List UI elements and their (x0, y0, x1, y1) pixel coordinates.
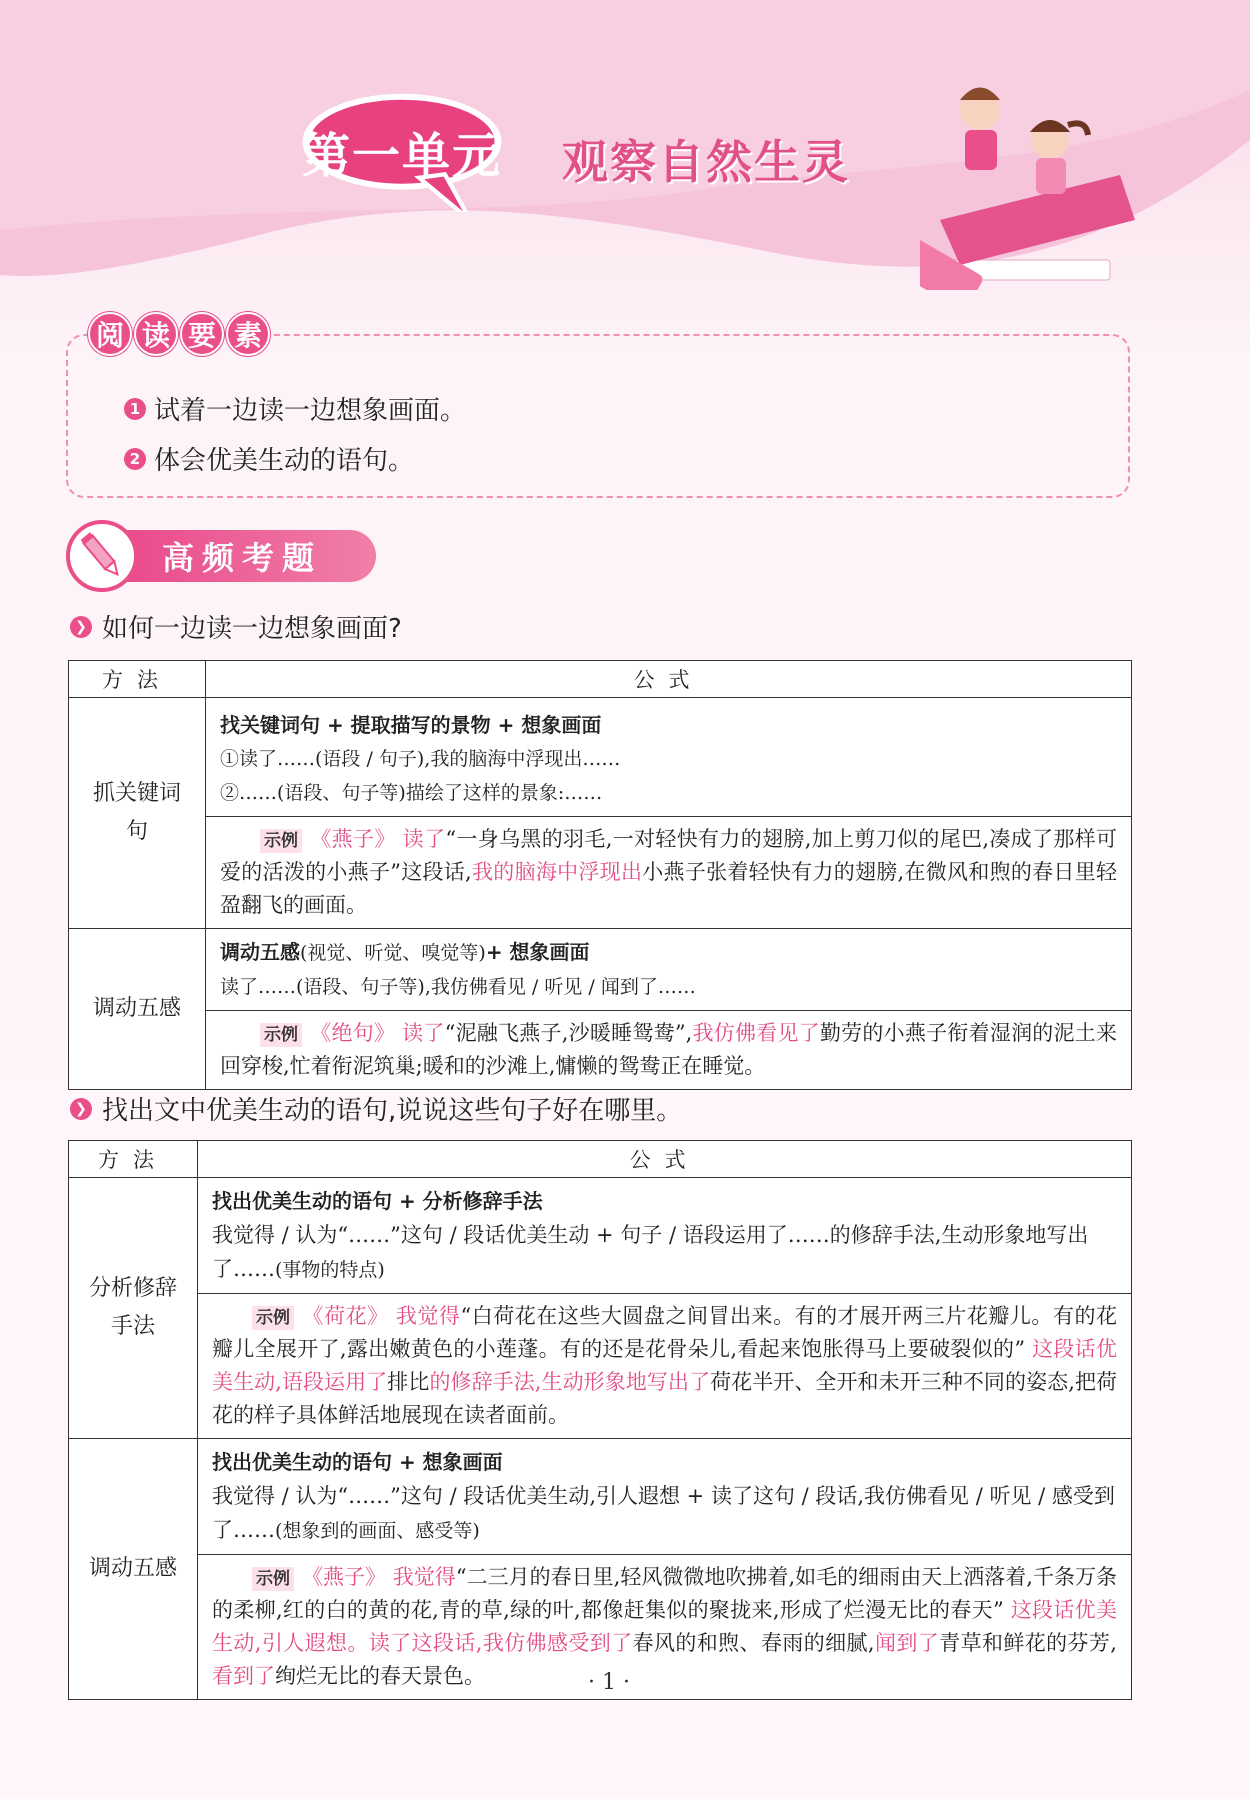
text: 春风的和煦、春雨的细腻, (632, 1631, 875, 1655)
hint-phrase: 我觉得 (392, 1565, 456, 1589)
table-row (69, 1294, 1132, 1439)
formula-header: 公式 (206, 661, 1132, 698)
number-badge: 2 (124, 448, 146, 470)
reading-item (124, 440, 414, 477)
hint-phrase: 我仿佛看见了 (692, 1021, 820, 1045)
section-title: 高频考题 (162, 539, 323, 577)
example-tag: 示例 (252, 1306, 294, 1330)
title-char: 素 (226, 312, 270, 356)
formula-line: 我觉得 / 认为“……”这句 / 段话优美生动,引人遐想 + 读了这句 / 段话,我仿佛看见 / 听见 / 感受到了…… (212, 1484, 1115, 1542)
hint-phrase: 生动形象地写出了 (541, 1370, 711, 1394)
book-title: 《燕子》 (310, 827, 396, 851)
formula-cell (206, 929, 1132, 1011)
reading-elements-title (88, 312, 270, 356)
formula-table-1 (68, 660, 1132, 1090)
quote: “二三月的春日里,轻风微微地吹拂着,如毛的细雨由天上洒落着,千条万条的柔柳,红的白的黄的花,青的草,绿的叶,都像赶集似的聚拢来,形成了烂漫无比的春天” (212, 1565, 1118, 1622)
chevron-right-icon: ❯ (70, 1098, 92, 1120)
question-2 (70, 1090, 682, 1127)
table-row (69, 929, 1132, 1011)
question-1 (70, 608, 402, 645)
text: 绚烂无比的春天景色。 (275, 1664, 485, 1688)
hint-phrase: 这段话优美生动,引人遐想。 (212, 1598, 1117, 1655)
formula-paren: (想象到的画面、感受等) (275, 1520, 480, 1542)
question-text: 找出文中优美生动的语句,说说这些句子好在哪里。 (102, 1096, 683, 1126)
quote: “一身乌黑的羽毛,一对轻快有力的翅膀,加上剪刀似的尾巴,凑成了那样可爱的活泼的小燕子” (220, 827, 1118, 884)
formula-title: 找出优美生动的语句 + 想象画面 (212, 1450, 503, 1474)
formula-line: 读了……(语段、句子等),我仿佛看见 / 听见 / 闻到了…… (220, 976, 696, 998)
formula-line: ②……(语段、句子等)描绘了这样的景象:…… (220, 782, 603, 804)
example-tag: 示例 (260, 829, 302, 853)
table-row (69, 698, 1132, 817)
example-cell (198, 1555, 1132, 1700)
table-row (69, 1439, 1132, 1555)
text: 青草和鲜花的芬芳, (939, 1631, 1117, 1655)
page-number: · 1 · (588, 1670, 630, 1695)
hint-phrase: 我觉得 (395, 1304, 461, 1328)
table-header-row (69, 1141, 1132, 1178)
kids-illustration (920, 70, 1160, 290)
text: 荷花半开、全开和未开三种不同的姿态,把荷花的样子具体鲜活地展现在读者面前。 (212, 1370, 1118, 1427)
method-cell: 调动五感 (69, 929, 206, 1090)
formula-header: 公式 (198, 1141, 1132, 1178)
unit-title: 观察自然生灵 (562, 135, 850, 189)
quote: “泥融飞燕子,沙暖睡鸳鸯”, (444, 1021, 693, 1045)
text: 这段话, (400, 860, 472, 884)
title-char: 读 (134, 312, 178, 356)
table-header-row (69, 661, 1132, 698)
formula-cell (198, 1178, 1132, 1294)
question-text: 如何一边读一边想象画面? (102, 614, 402, 644)
hint-phrase: 读了 (402, 1021, 445, 1045)
book-title: 《绝句》 (310, 1021, 396, 1045)
book-title: 《荷花》 (302, 1304, 389, 1328)
hint-phrase: 看到了 (212, 1664, 275, 1688)
hint-phrase: 语段运用了 (281, 1370, 388, 1394)
hint-phrase: 这段话优美生动, (212, 1337, 1117, 1394)
text: 小燕子张着轻快有力的翅膀,在微风和煦的春日里轻盈翻飞的画面。 (220, 860, 1117, 917)
hint-phrase: 读了这段话,我仿佛感受到了 (368, 1631, 633, 1655)
hint-phrase: 的修辞手法, (429, 1370, 542, 1394)
example-cell (206, 1011, 1132, 1090)
hint-phrase: 闻到了 (874, 1631, 940, 1655)
unit-label: 第一单元 (301, 127, 502, 184)
formula-cell (206, 698, 1132, 817)
hint-phrase: 我的脑海中浮现出 (471, 860, 643, 884)
example-tag: 示例 (260, 1023, 302, 1047)
example-cell (198, 1294, 1132, 1439)
method-cell: 抓关键词句 (69, 698, 206, 929)
formula-title: 调动五感 (220, 940, 300, 964)
title-char: 阅 (88, 312, 132, 356)
formula-tail: + 想象画面 (485, 940, 590, 964)
pencil-icon (66, 520, 138, 592)
table-row (69, 1178, 1132, 1294)
method-cell: 调动五感 (69, 1439, 198, 1700)
table-row (69, 1011, 1132, 1090)
quote: “白荷花在这些大圆盘之间冒出来。有的才展开两三片花瓣儿。有的花瓣儿全展开了,露出嫩黄色的小莲蓬。有的还是花骨朵儿,看起来饱胀得马上要破裂似的” (212, 1304, 1117, 1361)
formula-line: ①读了……(语段 / 句子),我的脑海中浮现出…… (220, 748, 621, 770)
formula-table-2 (68, 1140, 1132, 1700)
text: 排比 (387, 1370, 430, 1394)
text: 勤劳的小燕子衔着湿润的泥土来回穿梭,忙着衔泥筑巢;暖和的沙滩上,慵懒的鸳鸯正在睡觉。 (220, 1021, 1118, 1078)
method-header: 方法 (69, 661, 206, 698)
method-cell: 分析修辞手法 (69, 1178, 198, 1439)
formula-cell (198, 1439, 1132, 1555)
reading-item (124, 390, 466, 427)
reading-item-text: 试着一边读一边想象画面。 (154, 396, 467, 426)
reading-item-text: 体会优美生动的语句。 (154, 446, 415, 476)
formula-paren: (事物的特点) (275, 1259, 385, 1281)
title-char: 要 (180, 312, 224, 356)
formula-paren: (视觉、听觉、嗅觉等) (300, 942, 486, 964)
book-title: 《燕子》 (302, 1565, 387, 1589)
formula-title: 找出优美生动的语句 + 分析修辞手法 (212, 1189, 543, 1213)
formula-title: 找关键词句 + 提取描写的景物 + 想象画面 (220, 713, 602, 737)
example-cell (206, 817, 1132, 929)
example-tag: 示例 (252, 1567, 294, 1591)
table-row (69, 817, 1132, 929)
formula-line: 我觉得 / 认为“……”这句 / 段话优美生动 + 句子 / 语段运用了……的修辞手法,生动形象地写出了…… (212, 1223, 1089, 1281)
hint-phrase: 读了 (402, 827, 446, 851)
number-badge: 1 (124, 398, 146, 420)
method-header: 方法 (69, 1141, 198, 1178)
chevron-right-icon: ❯ (70, 616, 92, 638)
